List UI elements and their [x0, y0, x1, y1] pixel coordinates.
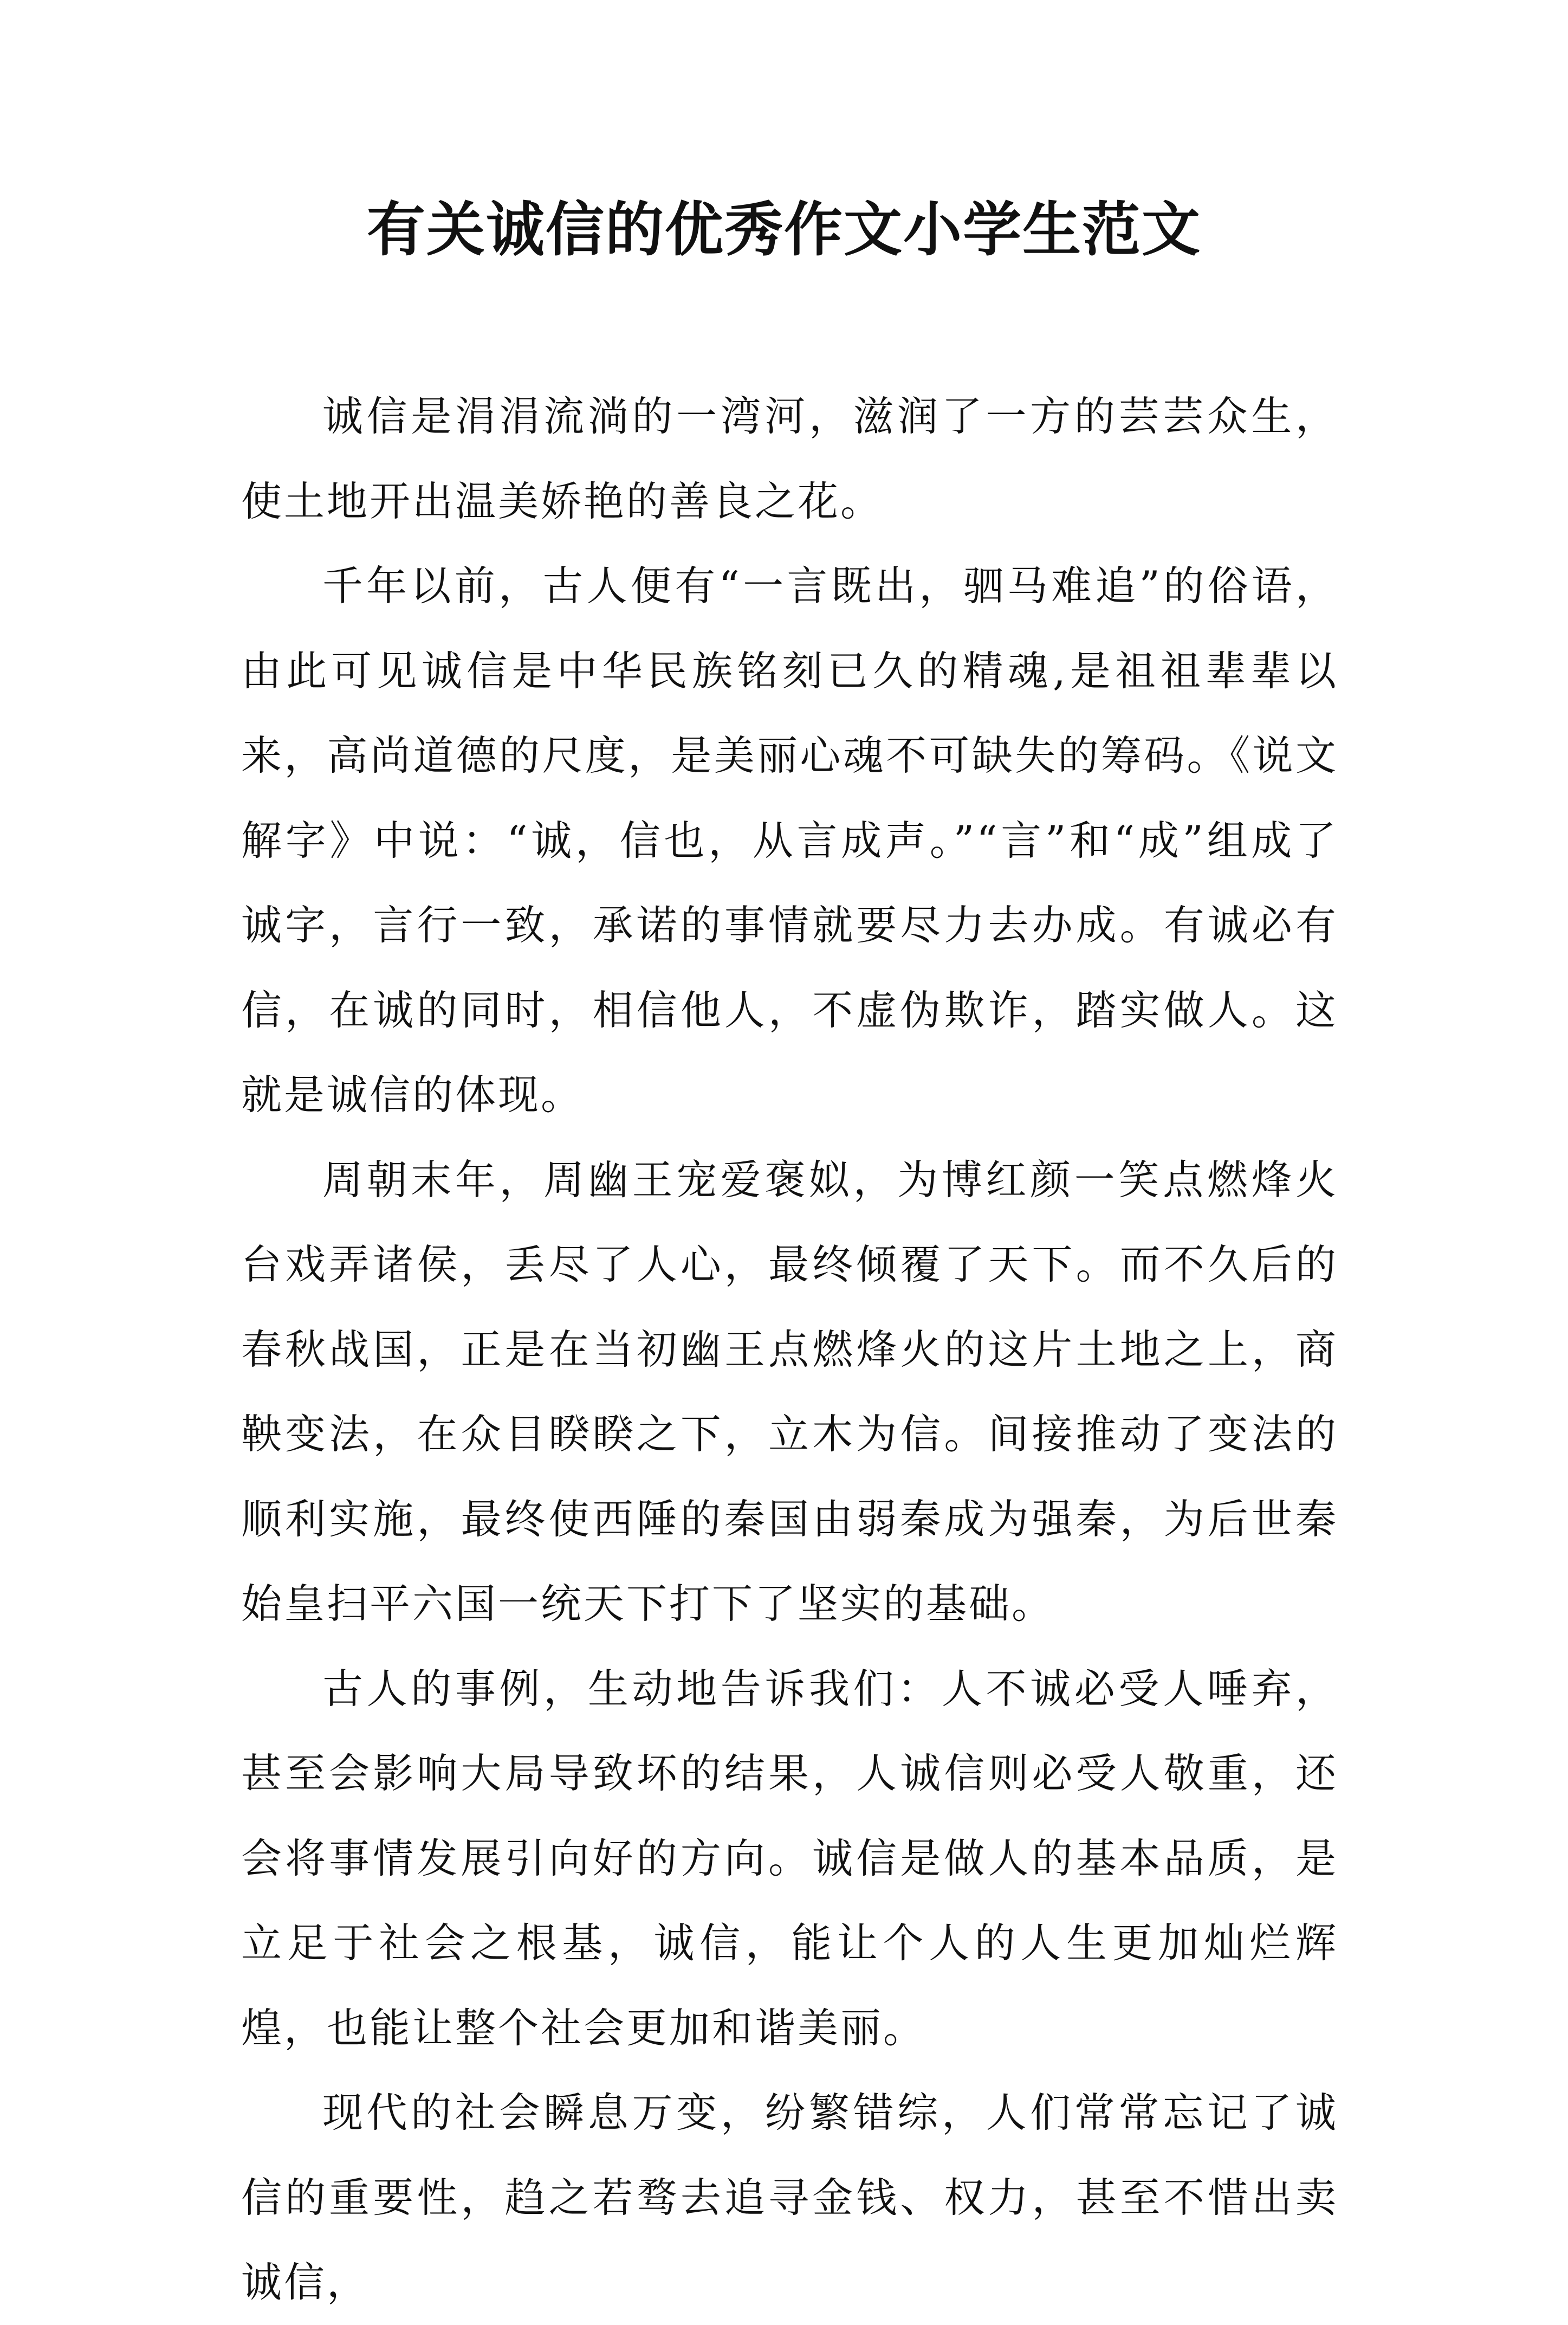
paragraph: 诚信是涓涓流淌的一湾河，滋润了一方的芸芸众生，使土地开出温美娇艳的善良之花。: [241, 392, 1338, 525]
document-title: 有关诚信的优秀作文小学生范文: [366, 196, 1201, 264]
paragraph: 千年以前，古人便有“一言既出，驷马难追”的俗语，由此可见诚信是中华民族铭刻已久的精魂,是祖祖辈辈以来，高尚道德的尺度，是美丽心魂不可缺失的筹码。《说文解字》中说：“诚，信也，从言成声。”“言”和“成”组成了诚字，言行一致，承诺的事情就要尽力去办成。有诚必有信，在诚的同时，相信他人，不虚伪欺诈，踏实做人。这就是诚信的体现。: [241, 562, 1338, 1119]
paragraph: 现代的社会瞬息万变，纷繁错综，人们常常忘记了诚信的重要性，趋之若骛去追寻金钱、权力，甚至不惜出卖诚信，: [241, 2089, 1338, 2306]
document-body: [241, 374, 1338, 2325]
paragraph: 周朝末年，周幽王宠爱褒姒，为博红颜一笑点燃烽火台戏弄诸侯，丢尽了人心，最终倾覆了天下。而不久后的春秋战国，正是在当初幽王点燃烽火的这片土地之上，商鞅变法，在众目睽睽之下，立木为信。间接推动了变法的顺利实施，最终使西陲的秦国由弱秦成为强秦，为后世秦始皇扫平六国一统天下打下了坚实的基础。: [241, 1155, 1338, 1628]
paragraph: 古人的事例，生动地告诉我们：人不诚必受人唾弃，甚至会影响大局导致坏的结果，人诚信则必受人敬重，还会将事情发展引向好的方向。诚信是做人的基本品质，是立足于社会之根基，诚信，能让个人的人生更加灿烂辉煌，也能让整个社会更加和谐美丽。: [241, 1664, 1338, 2052]
